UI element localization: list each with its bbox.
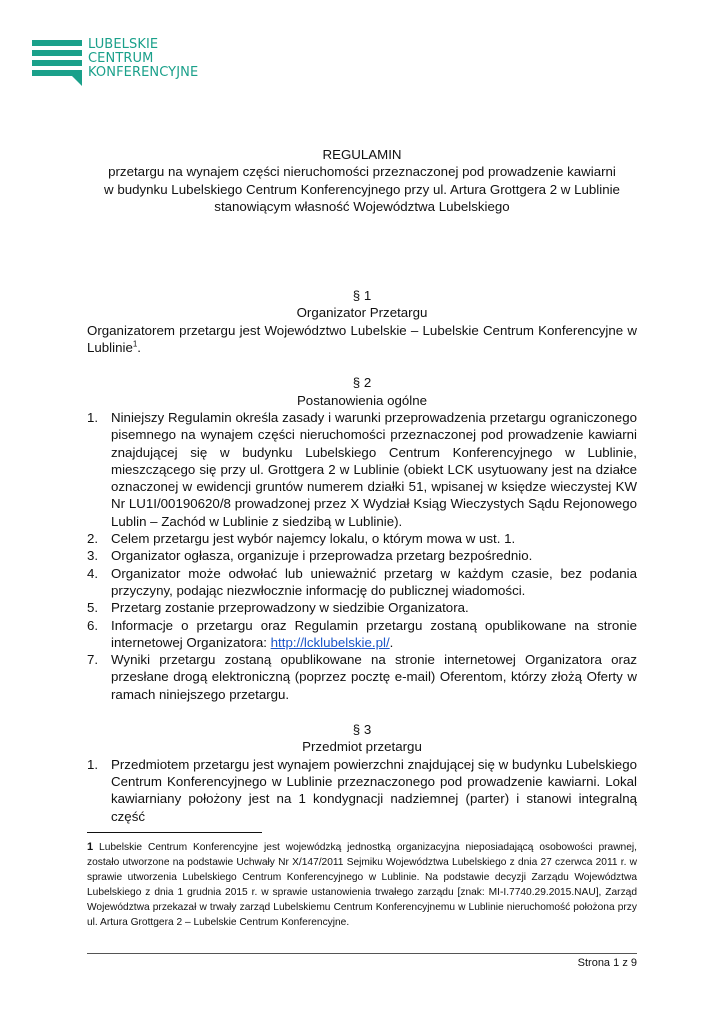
logo-line-2: CENTRUM (88, 51, 154, 66)
list-item: 4. Organizator może odwołać lub unieważnić przetarg w każdym czasie, bez podania przyczyny, podając niezwłocznie informację do publicznej wiadomości. (87, 565, 637, 598)
section-2 (87, 374, 637, 703)
footnote-text: Lubelskie Centrum Konferencyjne jest wojewódzką jednostką organizacyjna nieposiadającą osobowości prawnej, zostało utworzone na podstawie Uchwały Nr X/147/2011 Sejmiku Województwa Lubelskiego z dnia 27 czerwca 2011 r. w sprawie utworzenia Lubelskiego Centrum Konferencyjnego w Lublinie. Na podstawie decyzji Zarządu Województwa Lubelskiego z dnia 1 grudnia 2015 r. w sprawie ustanowienia trwałego zarządu [znak: MI-I.7740.29.2015.NAU], Zarząd Województwa przekazał w trwały zarząd Lubelskiemu Centrum Konferencyjnemu w Lublinie nieruchomość położona przy ul. Artura Grottgera 2 – Lubelskie Centrum Konferencyjne. (87, 842, 637, 928)
list-item: 5. Przetarg zostanie przeprowadzony w siedzibie Organizatora. (87, 600, 469, 616)
footnote-mark: 1 (87, 841, 94, 853)
document-body (87, 146, 637, 825)
section-3-heading: Przedmiot przetargu (302, 739, 422, 755)
title-line-1: przetargu na wynajem części nieruchomości przeznaczonej pod prowadzenie kawiarni (108, 164, 616, 180)
logo-mark-icon (32, 40, 82, 80)
page-number: Strona 1 z 9 (577, 957, 637, 969)
section-2-mark: § 2 (352, 375, 372, 391)
list-item: 3. Organizator ogłasza, organizuje i przeprowadza przetarg bezpośrednio. (87, 548, 533, 564)
list-item: 7. Wyniki przetargu zostaną opublikowane na stronie internetowej Organizatora oraz przesłane drogą elektroniczną (poprzez pocztę e-mail) Oferentom, którzy złożą Oferty w ramach niniejszego przetargu. (87, 652, 637, 702)
section-3 (87, 721, 637, 825)
logo-line-3: KONFERENCYJNE (88, 65, 199, 80)
title-line-2: w budynku Lubelskiego Centrum Konferencyjnego przy ul. Artura Grottgera 2 w Lublinie (104, 181, 620, 197)
section-2-list (87, 409, 637, 703)
footer-separator (87, 953, 637, 954)
section-3-mark: § 3 (352, 722, 372, 738)
list-item: 6. Informacje o przetargu oraz Regulamin przetargu zostaną opublikowane na stronie internetowej Organizatora: http://lcklubelskie.pl/. (87, 617, 637, 650)
footnote-ref[interactable]: 1 (132, 339, 138, 349)
list-item: 1. Niniejszy Regulamin określa zasady i warunki przeprowadzenia przetargu ograniczonego pisemnego na wynajem części nieruchomości przeznaczonej pod prowadzenie kawiarni znajdującej się w budynku Lubelskiego Centrum Konferencyjnego w Lublinie, mieszczącego się przy ul. Grottgera 2 w Lublinie (obiekt LCK usytuowany jest na działce oznaczonej w ewidencji gruntów numerem działki 51, wpisanej w księdze wieczystej KW Nr LU1I/00190620/8 prowadzonej przez X Wydział Ksiąg Wieczystych Sądu Rejonowego Lublin – Zachód w Lublinie z siedzibą w Lublinie). (87, 409, 637, 529)
section-1-heading: Organizator Przetargu (296, 305, 428, 321)
title-line-3: stanowiącym własność Województwa Lubelskiego (214, 198, 510, 214)
logo (32, 36, 222, 88)
document-title (87, 146, 637, 215)
section-1-mark: § 1 (352, 288, 372, 304)
section-1 (87, 287, 637, 356)
title-heading: REGULAMIN (322, 147, 402, 162)
website-link[interactable]: http://lcklubelskie.pl/ (270, 634, 390, 650)
footnote-separator (87, 832, 262, 833)
footnote (87, 840, 637, 930)
section-2-heading: Postanowienia ogólne (296, 392, 428, 408)
logo-line-1: LUBELSKIE (88, 37, 159, 52)
section-3-list (87, 756, 637, 825)
list-item: 1. Przedmiotem przetargu jest wynajem powierzchni znajdującej się w budynku Lubelskiego Centrum Konferencyjnego w Lublinie przeznaczonego pod prowadzenie kawiarni. Lokal kawiarniany położony jest na 1 kondygnacji nadziemnej (parter) i stanowi integralną część (87, 756, 637, 824)
section-1-text: Organizatorem przetargu jest Województwo Lubelskie – Lubelskie Centrum Konferencyjne w Lublinie$^1$. (87, 322, 637, 356)
list-item: 2. Celem przetargu jest wybór najemcy lokalu, o którym mowa w ust. 1. (87, 531, 516, 547)
logo-text (88, 38, 198, 80)
logo-flag-icon (72, 76, 82, 86)
